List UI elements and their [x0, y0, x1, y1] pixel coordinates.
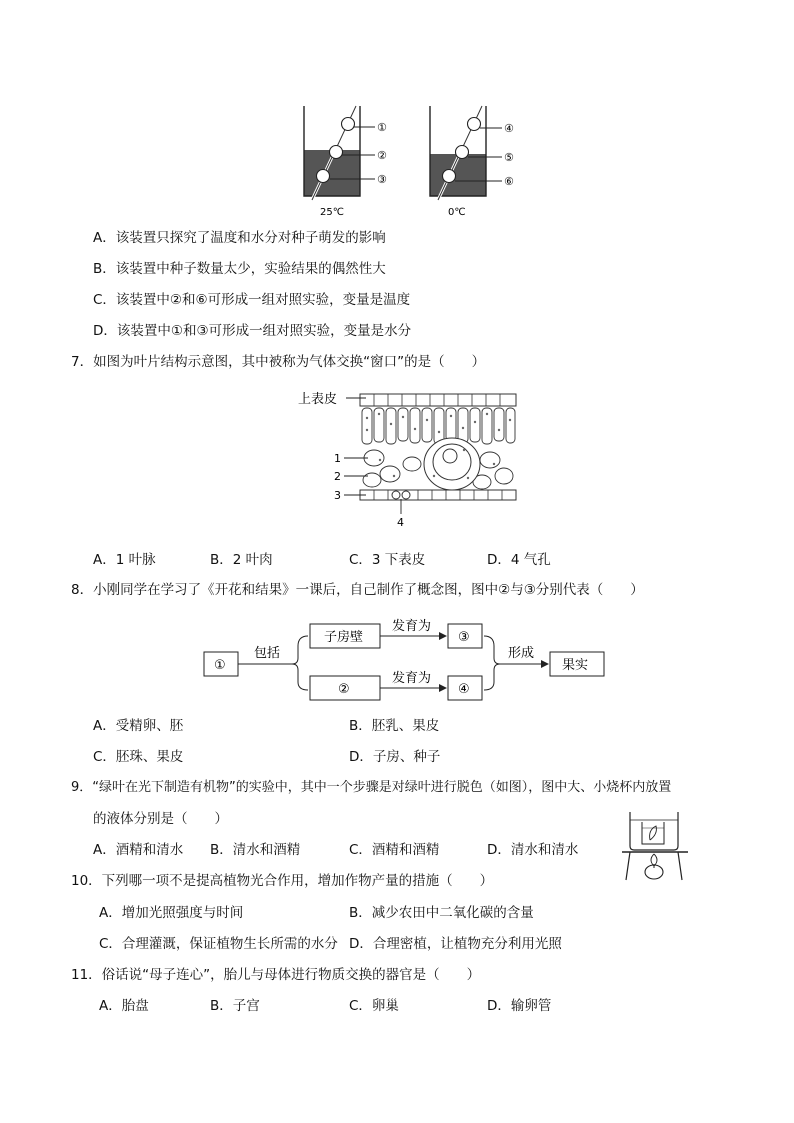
concept-map [200, 614, 610, 710]
leaf-label-3: 3 [334, 489, 341, 502]
concept-node-ovary-wall: 子房壁 [324, 630, 364, 645]
temp-label-25: 25℃ [320, 207, 344, 218]
q9-stem-line2: 的液体分别是（ ） [93, 811, 228, 827]
beakers-svg [290, 100, 530, 224]
q7-option-b: B．2 叶肉 [210, 552, 273, 568]
label-6: ⑥ [504, 175, 514, 188]
seed-germination-figure [290, 100, 530, 224]
q11-stem: 11．俗话说“母子连心”，胎儿与母体进行物质交换的器官是（ ） [71, 967, 481, 983]
q7-option-d: D．4 气孔 [487, 552, 551, 568]
label-1: ① [377, 121, 387, 134]
concept-node-4: ④ [458, 682, 470, 697]
temp-label-0: 0℃ [448, 207, 466, 218]
beaker-25c [304, 106, 387, 218]
q8-option-d: D．子房、种子 [349, 749, 441, 765]
q6-option-a: A．该装置只探究了温度和水分对种子萌发的影响 [93, 230, 386, 246]
leaf-label-upper-epidermis: 上表皮 [298, 392, 338, 407]
label-5: ⑤ [504, 151, 514, 164]
label-2: ② [377, 149, 387, 162]
leaf-label-4: 4 [397, 516, 404, 529]
q10-stem: 10．下列哪一项不是提高植物光合作用，增加作物产量的措施（ ） [71, 873, 494, 889]
q11-option-c: C．卵巢 [349, 998, 399, 1014]
q7-option-c: C．3 下表皮 [349, 552, 426, 568]
label-3: ③ [377, 173, 387, 186]
q8-option-a: A．受精卵、胚 [93, 718, 184, 734]
q9-option-c: C．酒精和酒精 [349, 842, 440, 858]
q11-option-a: A．胎盘 [99, 998, 149, 1014]
q10-option-a: A．增加光照强度与时间 [99, 905, 244, 921]
concept-label-develops-1: 发育为 [392, 619, 432, 634]
label-4: ④ [504, 122, 514, 135]
q8-option-c: C．胚珠、果皮 [93, 749, 184, 765]
q8-stem: 8．小刚同学在学习了《开花和结果》一课后，自己制作了概念图，图中②与③分别代表（ ） [71, 582, 644, 598]
concept-node-3: ③ [458, 630, 470, 645]
q6-option-d: D．该装置中①和③可形成一组对照实验，变量是水分 [93, 323, 412, 339]
q9-option-b: B．清水和酒精 [210, 842, 301, 858]
q9-stem-line1: 9．“绿叶在光下制造有机物”的实验中，其中一个步骤是对绿叶进行脱色（如图），图中大、小烧杯内放置 [71, 780, 672, 795]
concept-node-fruit: 果实 [562, 658, 589, 673]
concept-label-includes: 包括 [254, 646, 281, 661]
concept-label-develops-2: 发育为 [392, 671, 432, 686]
leaf-label-2: 2 [334, 470, 341, 483]
q10-option-b: B．减少农田中二氧化碳的含量 [349, 905, 534, 921]
concept-node-2: ② [338, 682, 350, 697]
decolorization-apparatus-figure [620, 808, 692, 884]
q8-option-b: B．胚乳、果皮 [349, 718, 440, 734]
q9-option-a: A．酒精和清水 [93, 842, 184, 858]
q11-option-d: D．输卵管 [487, 998, 552, 1014]
q6-option-c: C．该装置中②和⑥可形成一组对照实验，变量是温度 [93, 292, 411, 308]
q11-option-b: B．子宫 [210, 998, 260, 1014]
leaf-svg [294, 384, 524, 530]
q7-option-a: A．1 叶脉 [93, 552, 156, 568]
concept-map-svg [200, 614, 610, 710]
q6-option-b: B．该装置中种子数量太少，实验结果的偶然性大 [93, 261, 386, 277]
leaf-label-1: 1 [334, 452, 341, 465]
beaker-0c [430, 106, 514, 218]
q9-option-d: D．清水和清水 [487, 842, 579, 858]
concept-node-1: ① [214, 658, 226, 673]
q7-stem: 7．如图为叶片结构示意图，其中被称为气体交换“窗口”的是（ ） [71, 354, 486, 370]
q10-option-c: C．合理灌溉，保证植物生长所需的水分 [99, 936, 338, 952]
leaf-structure-figure [294, 384, 524, 530]
apparatus-svg [620, 808, 692, 884]
concept-label-forms: 形成 [508, 646, 535, 661]
q10-option-d: D．合理密植，让植物充分利用光照 [349, 936, 562, 952]
